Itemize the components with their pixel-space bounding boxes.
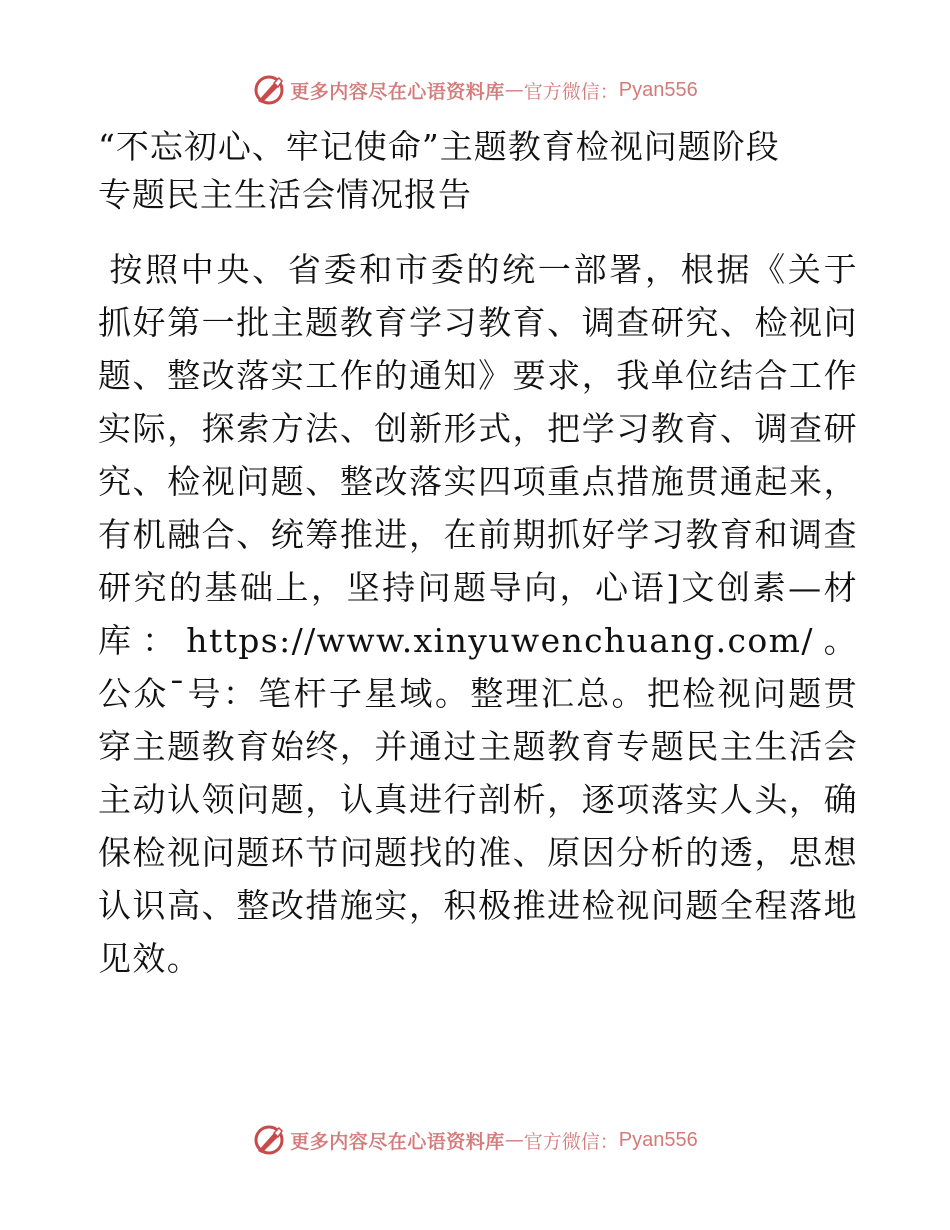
document-title (98, 123, 858, 219)
footer-watermark (0, 1120, 950, 1160)
document-body-paragraph (98, 243, 858, 985)
header-watermark (0, 70, 950, 110)
watermark-dash: — (504, 1129, 524, 1151)
watermark-dash: — (504, 79, 524, 101)
document-body-text: 按照中央、省委和市委的统一部署，根据《关于抓好第一批主题教育学习教育、调查研究、检视问题、整改落实工作的通知》要求，我单位结合工作实际，探索方法、创新形式，把学习教育、调查研究、检视问题、整改落实四项重点措施贯通起来，有机融合、统筹推进，在前期抓好学习教育和调查研究的基础上，坚持问题导向，心语]文创素—材库：https://www.xinyuwenchuang.com/。公众¯号：笔杆子星域。整理汇总。把检视问题贯穿主题教育始终，并通过主题教育专题民主生活会主动认领问题，认真进行剖析，逐项落实人头，确保检视问题环节问题找的准、原因分析的透，思想认识高、整改措施实，积极推进检视问题全程落地见效。 (98, 250, 858, 978)
watermark-wechat-label: 官方微信： (523, 1130, 619, 1153)
watermark-wechat-id: Pyan556 (618, 78, 698, 101)
document-title-line1: “不忘初心、牢记使命”主题教育检视问题阶段 (98, 127, 780, 166)
watermark-text: 更多内容尽在心语资料库 (290, 80, 505, 103)
document-title-line2: 专题民主生活会情况报告 (98, 175, 472, 214)
watermark-wechat-id: Pyan556 (618, 1128, 698, 1151)
watermark-text: 更多内容尽在心语资料库 (290, 1130, 505, 1153)
pen-logo-icon (252, 1123, 286, 1157)
watermark-wechat-label: 官方微信： (523, 80, 619, 103)
document-content (98, 123, 858, 985)
pen-logo-icon (252, 73, 286, 107)
